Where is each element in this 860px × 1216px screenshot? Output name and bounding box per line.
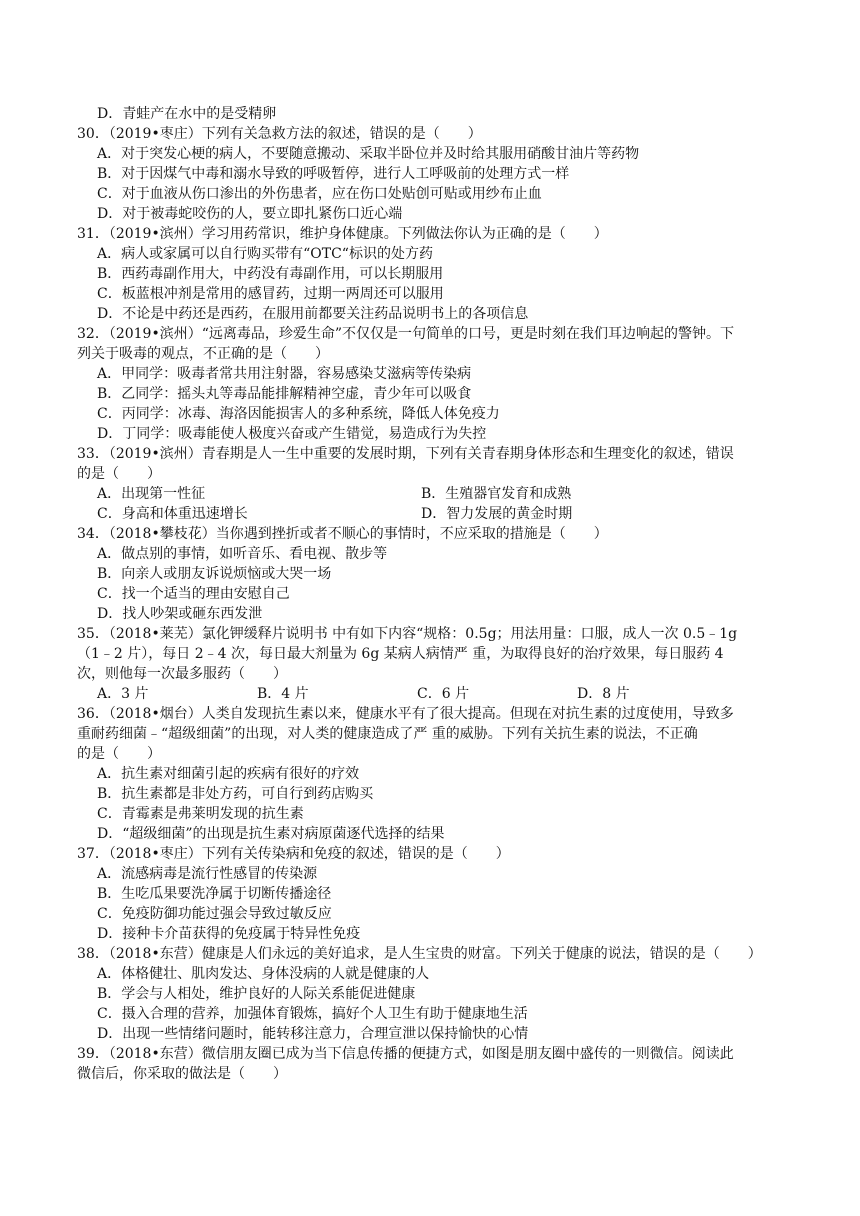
question-stem: 33．（2019•滨州）青春期是人一生中重要的发展时期，下列有关青春期身体形态和生理变化的叙述，错误: [77, 446, 734, 462]
answer-option: B．生吃瓜果要洗净属于切断传播途径: [97, 886, 332, 902]
answer-option: D．出现一些情绪问题时，能转移注意力，合理宣泄以保持愉快的心情: [97, 1026, 529, 1042]
answer-option: A．甲同学：吸毒者常共用注射器，容易感染艾滋病等传染病: [97, 366, 472, 382]
question-stem: 39．（2018•东营）微信朋友圈已成为当下信息传播的便捷方式，如图是朋友圈中盛传的一则微信。阅读此: [77, 1046, 734, 1062]
answer-option: C．6 片: [417, 686, 470, 702]
answer-option: A．抗生素对细菌引起的疾病有很好的疗效: [97, 766, 360, 782]
answer-option: B．抗生素都是非处方药，可自行到药店购买: [97, 786, 374, 802]
answer-option: B．学会与人相处，维护良好的人际关系能促进健康: [97, 986, 416, 1002]
answer-option: D．找人吵架或砸东西发泄: [97, 606, 263, 622]
answer-option: C．免疫防御功能过强会导致过敏反应: [97, 906, 332, 922]
answer-option: A．体格健壮、肌肉发达、身体没病的人就是健康的人: [97, 966, 430, 982]
question-stem: 30．（2019•枣庄）下列有关急救方法的叙述，错误的是（ ）: [77, 126, 482, 142]
question-stem: 34．（2018•攀枝花）当你遇到挫折或者不顺心的事情时，不应采取的措施是（ ）: [77, 526, 608, 542]
option-row: [77, 504, 785, 524]
answer-option: D．对于被毒蛇咬伤的人，要立即扎紧伤口近心端: [97, 206, 403, 222]
answer-option: A．做点别的事情，如听音乐、看电视、散步等: [97, 546, 388, 562]
answer-option: D．8 片: [577, 686, 630, 702]
question-stem-continued: 的是（ ）: [77, 466, 161, 482]
answer-option: D．智力发展的黄金时期: [421, 506, 573, 522]
question-stem-continued: 次，则他每一次最多服药（ ）: [77, 666, 287, 682]
question-stem: 36．（2018•烟台）人类自发现抗生素以来，健康水平有了很大提高。但现在对抗生素的过度使用，导致多: [77, 706, 734, 722]
answer-option: C．青霉素是弗莱明发现的抗生素: [97, 806, 304, 822]
answer-option: A．病人或家属可以自行购买带有“OTC“标识的处方药: [97, 246, 433, 262]
question-stem-continued: 重耐药细菌﹣“超级细菌”的出现，对人类的健康造成了严 重的威胁。下列有关抗生素的说法，不正确: [77, 726, 698, 742]
question-stem-continued: 微信后，你采取的做法是（ ）: [77, 1066, 287, 1082]
answer-option: C．对于血液从伤口渗出的外伤患者，应在伤口处贴创可贴或用纱布止血: [97, 186, 542, 202]
question-stem: 32．（2019•滨州）“远离毒品，珍爱生命”不仅仅是一句简单的口号，更是时刻在我们耳边响起的警钟。下: [77, 326, 735, 342]
answer-option: D．接种卡介苗获得的免疫属于特异性免疫: [97, 926, 361, 942]
question-stem: 35．（2018•莱芜）氯化钾缓释片说明书 中有如下内容“规格：0.5g；用法用量：口服，成人一次 0.5﹣1g: [77, 626, 738, 642]
answer-option: B．向亲人或朋友诉说烦恼或大哭一场: [97, 566, 332, 582]
answer-option: D．丁同学：吸毒能使人极度兴奋或产生错觉，易造成行为失控: [97, 426, 487, 442]
question-stem: 38．（2018•东营）健康是人们永远的美好追求，是人生宝贵的财富。下列关于健康的说法，错误的是（ ）: [77, 946, 762, 962]
answer-option: A．出现第一性征: [97, 486, 206, 502]
question-list: [77, 104, 785, 1084]
answer-option: B．西药毒副作用大，中药没有毒副作用，可以长期服用: [97, 266, 444, 282]
question-stem-continued: 列关于吸毒的观点，不正确的是（ ）: [77, 346, 329, 362]
answer-option: C．摄入合理的营养，加强体育锻炼，搞好个人卫生有助于健康地生活: [97, 1006, 528, 1022]
answer-option: B．对于因煤气中毒和溺水导致的呼吸暂停，进行人工呼吸前的处理方式一样: [97, 166, 570, 182]
answer-option: B．生殖器官发育和成熟: [421, 486, 572, 502]
question-stem-continued: （1﹣2 片），每日 2﹣4 次，每日最大剂量为 6g 某病人病情严 重，为取得良好的治疗效果，每日服药 4: [77, 646, 724, 662]
answer-option: D．“超级细菌”的出现是抗生素对病原菌逐代选择的结果: [97, 826, 445, 842]
answer-option: A．对于突发心梗的病人，不要随意搬动、采取半卧位并及时给其服用硝酸甘油片等药物: [97, 146, 640, 162]
answer-option: D．不论是中药还是西药，在服用前都要关注药品说明书上的各项信息: [97, 306, 529, 322]
option-row: [77, 484, 785, 504]
answer-option: B．4 片: [257, 686, 309, 702]
answer-option: B．乙同学：摇头丸等毒品能排解精神空虚，青少年可以吸食: [97, 386, 472, 402]
answer-option: C．丙同学：冰毒、海洛因能损害人的多种系统，降低人体免疫力: [97, 406, 500, 422]
question-stem-continued: 的是（ ）: [77, 746, 161, 762]
answer-option: C．板蓝根冲剂是常用的感冒药，过期一两周还可以服用: [97, 286, 444, 302]
answer-option: A．3 片: [97, 686, 149, 702]
question-stem: 31．（2019•滨州）学习用药常识，维护身体健康。下列做法你认为正确的是（ ）: [77, 226, 608, 242]
answer-option: C．找一个适当的理由安慰自己: [97, 586, 290, 602]
option-row: [77, 684, 785, 704]
answer-option: C．身高和体重迅速增长: [97, 506, 248, 522]
answer-option: A．流感病毒是流行性感冒的传染源: [97, 866, 318, 882]
answer-option: D．青蛙产在水中的是受精卵: [97, 106, 277, 122]
question-stem: 37．（2018•枣庄）下列有关传染病和免疫的叙述，错误的是（ ）: [77, 846, 510, 862]
